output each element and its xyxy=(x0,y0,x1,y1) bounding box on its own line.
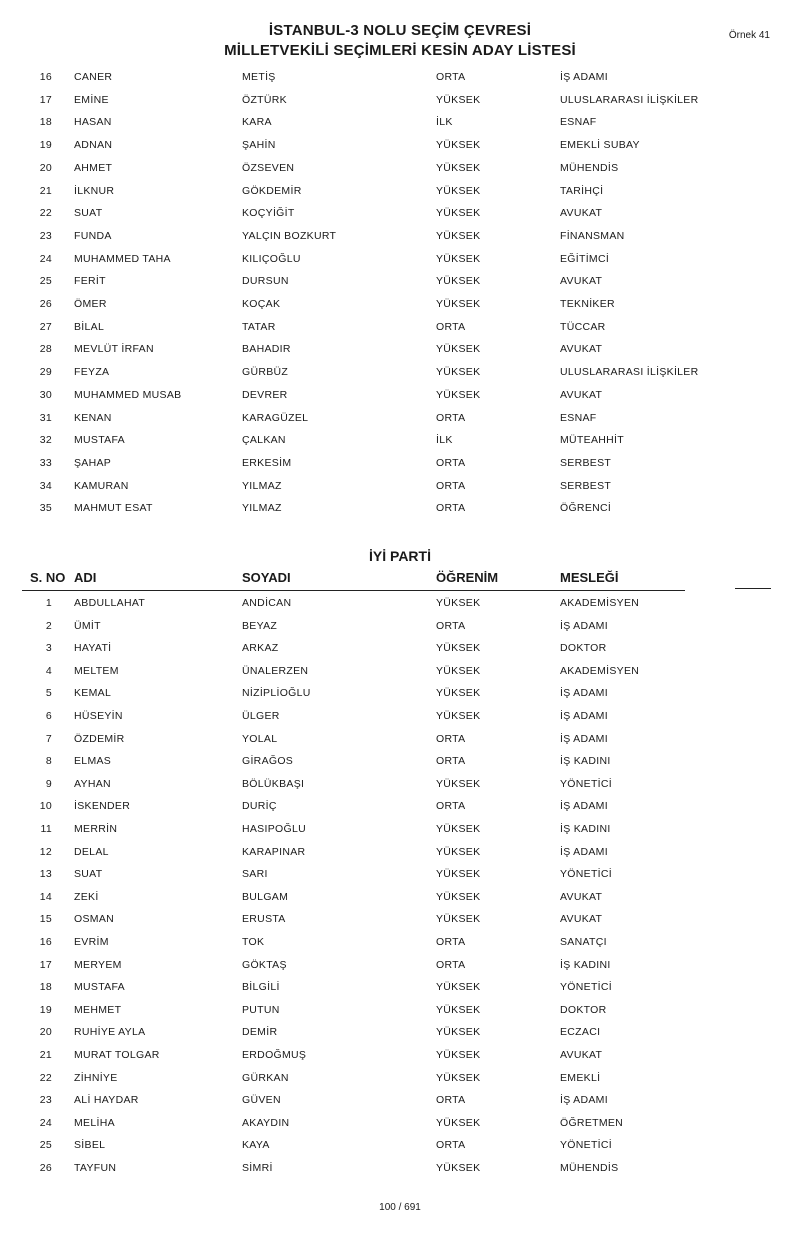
education: YÜKSEK xyxy=(436,823,481,835)
row-number: 1 xyxy=(45,597,52,609)
last-name: KOÇYİĞİT xyxy=(242,207,295,220)
table-row xyxy=(0,595,800,615)
row-number: 30 xyxy=(39,388,52,401)
first-name: ÜMİT xyxy=(74,619,101,632)
table-row xyxy=(0,866,800,886)
education: ORTA xyxy=(436,479,466,492)
row-number: 3 xyxy=(45,642,52,655)
col-header-soyad: SOYADI xyxy=(242,570,291,585)
first-name: FERİT xyxy=(74,275,106,288)
education: ORTA xyxy=(436,755,466,768)
occupation: MÜHENDİS xyxy=(560,1162,619,1174)
table-row xyxy=(0,455,800,475)
row-number: 21 xyxy=(39,1049,52,1061)
occupation: FİNANSMAN xyxy=(560,229,625,242)
education: ORTA xyxy=(436,1094,466,1107)
page-title-line1: İSTANBUL-3 NOLU SEÇİM ÇEVRESİ xyxy=(268,22,532,39)
education: ORTA xyxy=(436,502,466,515)
first-name: ŞAHAP xyxy=(74,456,112,469)
table-row xyxy=(0,228,800,248)
first-name: MUSTAFA xyxy=(74,434,125,447)
last-name: TATAR xyxy=(242,320,276,333)
occupation: SERBEST xyxy=(560,479,612,492)
education: ORTA xyxy=(436,732,466,745)
last-name: ÖZSEVEN xyxy=(242,161,295,174)
education: YÜKSEK xyxy=(436,275,481,288)
last-name: SARI xyxy=(242,868,268,881)
first-name: MELİHA xyxy=(74,1116,115,1129)
first-name: ALİ HAYDAR xyxy=(74,1094,139,1107)
occupation: YÖNETİCİ xyxy=(560,1139,612,1152)
row-number: 26 xyxy=(39,298,52,310)
last-name: HASIPOĞLU xyxy=(242,823,306,835)
last-name: DEVRER xyxy=(242,388,288,401)
table-row xyxy=(0,618,800,638)
table-row xyxy=(0,979,800,999)
first-name: MERRİN xyxy=(74,823,118,835)
first-name: OSMAN xyxy=(74,913,115,926)
table-row xyxy=(0,364,800,384)
first-name: SUAT xyxy=(74,868,103,881)
row-number: 19 xyxy=(39,1003,52,1016)
occupation: AVUKAT xyxy=(560,207,603,220)
education: YÜKSEK xyxy=(436,366,481,379)
header-rule xyxy=(22,590,685,591)
row-number: 20 xyxy=(39,161,52,174)
table-row xyxy=(0,341,800,361)
occupation: TÜCCAR xyxy=(560,320,606,333)
occupation: İŞ ADAMI xyxy=(560,845,608,858)
education: ORTA xyxy=(436,936,466,948)
table-row xyxy=(0,1137,800,1157)
table-row xyxy=(0,114,800,134)
table-row xyxy=(0,205,800,225)
table-row xyxy=(0,1070,800,1090)
first-name: MUHAMMED MUSAB xyxy=(74,388,182,401)
occupation: AVUKAT xyxy=(560,890,603,903)
header-rule-right xyxy=(735,588,771,589)
education: YÜKSEK xyxy=(436,388,481,401)
occupation: AVUKAT xyxy=(560,343,603,356)
last-name: NİZİPLİOĞLU xyxy=(242,687,311,700)
first-name: MAHMUT ESAT xyxy=(74,502,153,515)
education: YÜKSEK xyxy=(436,1116,481,1129)
row-number: 28 xyxy=(39,343,52,356)
occupation: ÖĞRENCİ xyxy=(560,502,612,515)
education: YÜKSEK xyxy=(436,777,481,790)
row-number: 25 xyxy=(39,1139,52,1152)
row-number: 23 xyxy=(39,229,52,242)
first-name: İLKNUR xyxy=(74,184,115,197)
education: İLK xyxy=(436,434,453,447)
row-number: 25 xyxy=(39,275,52,288)
last-name: DEMİR xyxy=(242,1026,278,1039)
first-name: ÖZDEMİR xyxy=(74,732,125,745)
first-name: HÜSEYİN xyxy=(74,710,123,722)
first-name: FEYZA xyxy=(74,366,110,379)
row-number: 12 xyxy=(39,845,52,858)
first-name: KAMURAN xyxy=(74,479,129,492)
first-name: MURAT TOLGAR xyxy=(74,1049,160,1061)
occupation: YÖNETİCİ xyxy=(560,868,612,881)
education: ORTA xyxy=(436,619,466,632)
last-name: GÜRKAN xyxy=(242,1071,289,1084)
education: YÜKSEK xyxy=(436,343,481,356)
education: ORTA xyxy=(436,71,466,83)
education: İLK xyxy=(436,116,453,129)
last-name: GİRAĞOS xyxy=(242,755,294,768)
row-number: 34 xyxy=(39,479,52,492)
table-row xyxy=(0,1092,800,1112)
last-name: ÖZTÜRK xyxy=(242,93,287,106)
row-number: 8 xyxy=(45,755,52,768)
col-header-ad: ADI xyxy=(74,570,97,585)
row-number: 15 xyxy=(39,913,52,926)
occupation: ÖĞRETMEN xyxy=(560,1116,624,1129)
row-number: 4 xyxy=(45,664,52,677)
occupation: DOKTOR xyxy=(560,1003,607,1016)
table-row xyxy=(0,889,800,909)
occupation: İŞ KADINI xyxy=(560,823,611,835)
first-name: SİBEL xyxy=(74,1139,106,1152)
occupation: AKADEMİSYEN xyxy=(560,664,640,677)
first-name: MUSTAFA xyxy=(74,981,125,994)
last-name: BİLGİLİ xyxy=(242,981,280,994)
occupation: EMEKLİ xyxy=(560,1071,601,1084)
table-row xyxy=(0,1024,800,1044)
education: YÜKSEK xyxy=(436,1162,481,1174)
education: YÜKSEK xyxy=(436,981,481,994)
last-name: ŞAHİN xyxy=(242,139,276,152)
table-row xyxy=(0,1115,800,1135)
occupation: İŞ ADAMI xyxy=(560,71,608,83)
first-name: CANER xyxy=(74,71,113,83)
occupation: AVUKAT xyxy=(560,275,603,288)
occupation: İŞ KADINI xyxy=(560,755,611,768)
occupation: AVUKAT xyxy=(560,1049,603,1061)
first-name: KENAN xyxy=(74,411,112,424)
occupation: ULUSLARARASI İLİŞKİLER xyxy=(560,93,699,106)
occupation: İŞ ADAMI xyxy=(560,1094,608,1107)
education: YÜKSEK xyxy=(436,229,481,242)
first-name: EVRİM xyxy=(74,936,109,948)
last-name: DURİÇ xyxy=(242,800,277,813)
occupation: TARİHÇİ xyxy=(560,184,604,197)
table-row xyxy=(0,1047,800,1067)
last-name: GÖKDEMİR xyxy=(242,184,302,197)
first-name: ADNAN xyxy=(74,139,113,152)
table-row xyxy=(0,160,800,180)
table-row xyxy=(0,387,800,407)
occupation: MÜHENDİS xyxy=(560,161,619,174)
education: ORTA xyxy=(436,411,466,424)
row-number: 22 xyxy=(39,1071,52,1084)
last-name: ÜLGER xyxy=(242,710,280,722)
last-name: KARAGÜZEL xyxy=(242,411,309,424)
last-name: YOLAL xyxy=(242,732,278,745)
education: YÜKSEK xyxy=(436,597,481,609)
row-number: 17 xyxy=(39,958,52,971)
col-header-ogrenim: ÖĞRENİM xyxy=(436,570,499,585)
education: ORTA xyxy=(436,456,466,469)
table-row xyxy=(0,69,800,89)
occupation: ULUSLARARASI İLİŞKİLER xyxy=(560,366,699,379)
first-name: AHMET xyxy=(74,161,113,174)
table-row xyxy=(0,500,800,520)
first-name: FUNDA xyxy=(74,229,112,242)
row-number: 16 xyxy=(39,71,52,83)
table-row xyxy=(0,183,800,203)
education: YÜKSEK xyxy=(436,687,481,700)
first-name: ZEKİ xyxy=(74,890,99,903)
first-name: HAYATİ xyxy=(74,642,112,655)
occupation: ESNAF xyxy=(560,411,597,424)
education: YÜKSEK xyxy=(436,139,481,152)
last-name: BEYAZ xyxy=(242,619,278,632)
education: YÜKSEK xyxy=(436,1003,481,1016)
occupation: YÖNETİCİ xyxy=(560,777,612,790)
table-row xyxy=(0,844,800,864)
occupation: AVUKAT xyxy=(560,913,603,926)
education: ORTA xyxy=(436,958,466,971)
first-name: ÖMER xyxy=(74,298,107,310)
row-number: 33 xyxy=(39,456,52,469)
row-number: 22 xyxy=(39,207,52,220)
table-row xyxy=(0,663,800,683)
first-name: AYHAN xyxy=(74,777,111,790)
table-row xyxy=(0,410,800,430)
first-name: TAYFUN xyxy=(74,1162,117,1174)
row-number: 18 xyxy=(39,981,52,994)
last-name: PUTUN xyxy=(242,1003,280,1016)
occupation: İŞ KADINI xyxy=(560,958,611,971)
row-number: 9 xyxy=(45,777,52,790)
last-name: GÖKTAŞ xyxy=(242,958,287,971)
occupation: SANATÇI xyxy=(560,936,607,948)
education: YÜKSEK xyxy=(436,868,481,881)
table-row xyxy=(0,273,800,293)
occupation: ECZACI xyxy=(560,1026,601,1039)
occupation: SERBEST xyxy=(560,456,612,469)
last-name: ANDİCAN xyxy=(242,597,292,609)
occupation: İŞ ADAMI xyxy=(560,710,608,722)
education: YÜKSEK xyxy=(436,1071,481,1084)
first-name: SUAT xyxy=(74,207,103,220)
first-name: MUHAMMED TAHA xyxy=(74,252,171,265)
form-number: Örnek 41 xyxy=(728,30,770,41)
table-row xyxy=(0,731,800,751)
last-name: DURSUN xyxy=(242,275,289,288)
row-number: 6 xyxy=(45,710,52,722)
first-name: MELTEM xyxy=(74,664,119,677)
occupation: EĞİTİMCİ xyxy=(560,252,610,265)
first-name: BİLAL xyxy=(74,320,105,333)
last-name: KILIÇOĞLU xyxy=(242,252,301,265)
last-name: TOK xyxy=(242,936,265,948)
table-row xyxy=(0,708,800,728)
last-name: BAHADIR xyxy=(242,343,291,356)
last-name: KARA xyxy=(242,116,272,129)
last-name: YALÇIN BOZKURT xyxy=(242,229,337,242)
last-name: GÜVEN xyxy=(242,1094,281,1107)
row-number: 31 xyxy=(39,411,52,424)
col-header-meslek: MESLEĞİ xyxy=(560,570,619,585)
table-row xyxy=(0,934,800,954)
first-name: ABDULLAHAT xyxy=(74,597,146,609)
table-row xyxy=(0,753,800,773)
occupation: MÜTEAHHİT xyxy=(560,434,624,447)
row-number: 10 xyxy=(39,800,52,813)
education: ORTA xyxy=(436,800,466,813)
page-number: 100 / 691 xyxy=(379,1202,421,1213)
last-name: ÜNALERZEN xyxy=(242,664,309,677)
table-row xyxy=(0,640,800,660)
table-row xyxy=(0,137,800,157)
last-name: AKAYDIN xyxy=(242,1116,290,1129)
education: YÜKSEK xyxy=(436,1026,481,1039)
row-number: 14 xyxy=(39,890,52,903)
occupation: AVUKAT xyxy=(560,388,603,401)
party-heading: İYİ PARTİ xyxy=(369,548,431,564)
occupation: İŞ ADAMI xyxy=(560,732,608,745)
row-number: 29 xyxy=(39,366,52,379)
occupation: YÖNETİCİ xyxy=(560,981,612,994)
education: ORTA xyxy=(436,1139,466,1152)
table-row xyxy=(0,251,800,271)
row-number: 23 xyxy=(39,1094,52,1107)
last-name: KAYA xyxy=(242,1139,270,1152)
table-header xyxy=(22,568,772,590)
education: YÜKSEK xyxy=(436,913,481,926)
last-name: ARKAZ xyxy=(242,642,279,655)
education: ORTA xyxy=(436,320,466,333)
table-row xyxy=(0,1160,800,1180)
education: YÜKSEK xyxy=(436,161,481,174)
occupation: EMEKLİ SUBAY xyxy=(560,139,640,152)
first-name: RUHİYE AYLA xyxy=(74,1026,146,1039)
row-number: 11 xyxy=(40,823,52,835)
table-row xyxy=(0,911,800,931)
last-name: YILMAZ xyxy=(242,502,282,515)
last-name: YILMAZ xyxy=(242,479,282,492)
row-number: 19 xyxy=(39,139,52,152)
row-number: 32 xyxy=(39,434,52,447)
table-row xyxy=(0,685,800,705)
row-number: 21 xyxy=(39,184,52,197)
education: YÜKSEK xyxy=(436,642,481,655)
row-number: 17 xyxy=(39,93,52,106)
last-name: BULGAM xyxy=(242,890,289,903)
row-number: 2 xyxy=(45,619,52,632)
row-number: 13 xyxy=(39,868,52,881)
education: YÜKSEK xyxy=(436,93,481,106)
last-name: ERUSTA xyxy=(242,913,286,926)
first-name: MERYEM xyxy=(74,958,122,971)
education: YÜKSEK xyxy=(436,1049,481,1061)
row-number: 20 xyxy=(39,1026,52,1039)
last-name: ERKESİM xyxy=(242,456,292,469)
first-name: EMİNE xyxy=(74,93,109,106)
page-title-line2: MİLLETVEKİLİ SEÇİMLERİ KESİN ADAY LİSTESİ xyxy=(224,42,576,59)
table-row xyxy=(0,821,800,841)
occupation: İŞ ADAMI xyxy=(560,619,608,632)
occupation: TEKNİKER xyxy=(560,298,615,310)
education: YÜKSEK xyxy=(436,252,481,265)
last-name: SİMRİ xyxy=(242,1162,273,1174)
table-row xyxy=(0,776,800,796)
last-name: KARAPINAR xyxy=(242,845,306,858)
row-number: 35 xyxy=(39,502,52,515)
table-row xyxy=(0,296,800,316)
first-name: HASAN xyxy=(74,116,112,129)
education: YÜKSEK xyxy=(436,710,481,722)
education: YÜKSEK xyxy=(436,184,481,197)
last-name: BÖLÜKBAŞI xyxy=(242,777,305,790)
table-row xyxy=(0,478,800,498)
last-name: ÇALKAN xyxy=(242,434,286,447)
row-number: 27 xyxy=(39,320,52,333)
education: YÜKSEK xyxy=(436,207,481,220)
table-row xyxy=(0,1002,800,1022)
education: YÜKSEK xyxy=(436,845,481,858)
row-number: 5 xyxy=(45,687,52,700)
education: YÜKSEK xyxy=(436,298,481,310)
row-number: 24 xyxy=(39,252,52,265)
first-name: DELAL xyxy=(74,845,109,858)
first-name: İSKENDER xyxy=(74,800,131,813)
table-row xyxy=(0,957,800,977)
last-name: ERDOĞMUŞ xyxy=(242,1049,307,1061)
row-number: 7 xyxy=(45,732,52,745)
row-number: 26 xyxy=(39,1162,52,1174)
first-name: MEHMET xyxy=(74,1003,122,1016)
col-header-no: S. NO xyxy=(30,570,66,585)
education: YÜKSEK xyxy=(436,890,481,903)
row-number: 24 xyxy=(39,1116,52,1129)
occupation: AKADEMİSYEN xyxy=(560,597,640,609)
table-row xyxy=(0,319,800,339)
occupation: ESNAF xyxy=(560,116,597,129)
first-name: ZİHNİYE xyxy=(74,1071,118,1084)
last-name: GÜRBÜZ xyxy=(242,366,289,379)
last-name: KOÇAK xyxy=(242,298,281,310)
row-number: 16 xyxy=(39,936,52,948)
table-row xyxy=(0,798,800,818)
occupation: İŞ ADAMI xyxy=(560,800,608,813)
occupation: İŞ ADAMI xyxy=(560,687,608,700)
occupation: DOKTOR xyxy=(560,642,607,655)
first-name: KEMAL xyxy=(74,687,112,700)
row-number: 18 xyxy=(39,116,52,129)
education: YÜKSEK xyxy=(436,664,481,677)
first-name: MEVLÜT İRFAN xyxy=(74,343,154,356)
table-row xyxy=(0,432,800,452)
last-name: METİŞ xyxy=(242,71,276,83)
first-name: ELMAS xyxy=(74,755,112,768)
table-row xyxy=(0,92,800,112)
